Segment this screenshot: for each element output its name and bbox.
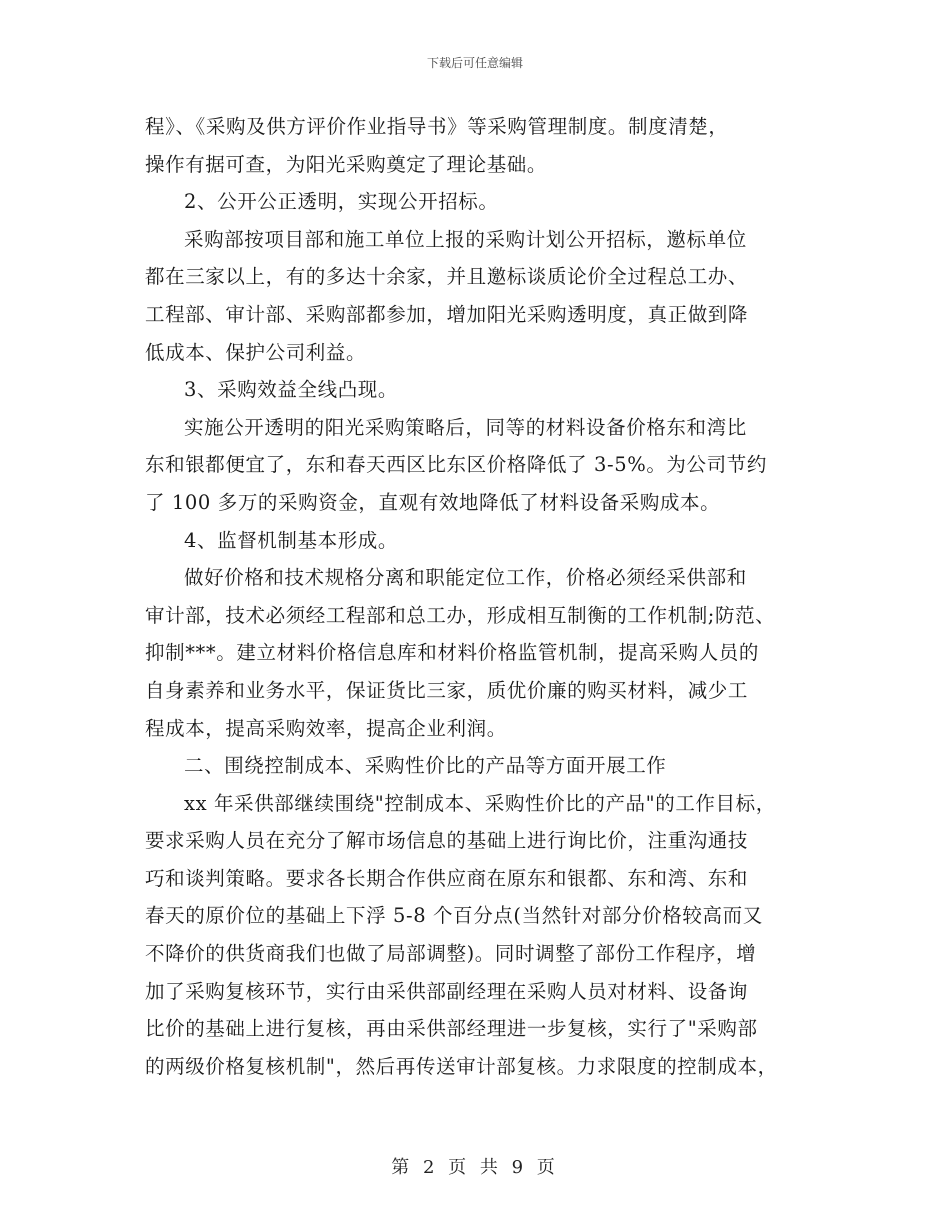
text-line: 做好价格和技术规格分离和职能定位工作，价格必须经采供部和 bbox=[184, 566, 747, 590]
text-line: 3、采购效益全线凸现。 bbox=[184, 378, 399, 402]
text-line: xx 年采供部继续围绕"控制成本、采购性价比的产品"的工作目标， bbox=[184, 791, 776, 815]
text-line: 了 100 多万的采购资金，直观有效地降低了材料设备采购成本。 bbox=[145, 490, 721, 514]
text-line: 低成本、保护公司利益。 bbox=[145, 340, 367, 364]
text-line: 自身素养和业务水平，保证货比三家，质优价廉的购买材料，减少工 bbox=[145, 678, 749, 702]
text-line: 要求采购人员在充分了解市场信息的基础上进行询比价，注重沟通技 bbox=[145, 829, 749, 853]
document-body bbox=[145, 108, 815, 1085]
text-line: 春天的原价位的基础上下浮 5-8 个百分点(当然针对部分价格较高而又 bbox=[145, 904, 763, 928]
text-line: 工程部、审计部、采购部都参加，增加阳光采购透明度，真正做到降 bbox=[145, 302, 749, 326]
text-line: 2、公开公正透明，实现公开招标。 bbox=[184, 190, 499, 214]
text-line: 抑制***。建立材料价格信息库和材料价格监管机制，提高采购人员的 bbox=[145, 641, 759, 665]
text-line: 操作有据可查，为阳光采购奠定了理论基础。 bbox=[145, 152, 548, 176]
text-line: 巧和谈判策略。要求各长期合作供应商在原东和银都、东和湾、东和 bbox=[145, 866, 749, 890]
text-line: 比价的基础上进行复核，再由采供部经理进一步复核，实行了"采购部 bbox=[145, 1017, 758, 1041]
text-line: 不降价的供货商我们也做了局部调整)。同时调整了部份工作程序，增 bbox=[145, 942, 757, 966]
text-line: 的两级价格复核机制"，然后再传送审计部复核。力求限度的控制成本， bbox=[145, 1054, 778, 1078]
text-line: 程》、《采购及供方评价作业指导书》等采购管理制度。制度清楚， bbox=[145, 115, 729, 138]
text-line: 都在三家以上，有的多达十余家，并且邀标谈质论价全过程总工办、 bbox=[145, 265, 749, 289]
text-line: 审计部，技术必须经工程部和总工办，形成相互制衡的工作机制;防范、 bbox=[145, 603, 776, 627]
text-line: 实施公开透明的阳光采购策略后，同等的材料设备价格东和湾比 bbox=[184, 415, 747, 439]
page-footer: 第 2 页 共 9 页 bbox=[391, 1157, 559, 1178]
text-line: 二、围绕控制成本、采购性价比的产品等方面开展工作 bbox=[184, 754, 667, 778]
text-line: 采购部按项目部和施工单位上报的采购计划公开招标，邀标单位 bbox=[184, 227, 747, 251]
text-line: 程成本，提高采购效率，提高企业利润。 bbox=[145, 716, 507, 740]
page-header: 下载后可任意编辑 bbox=[426, 56, 523, 70]
text-line: 加了采购复核环节，实行由采供部副经理在采购人员对材料、设备询 bbox=[145, 979, 749, 1003]
text-line: 东和银都便宜了，东和春天西区比东区价格降低了 3-5%。为公司节约 bbox=[145, 453, 767, 477]
text-line: 4、监督机制基本形成。 bbox=[184, 528, 399, 552]
